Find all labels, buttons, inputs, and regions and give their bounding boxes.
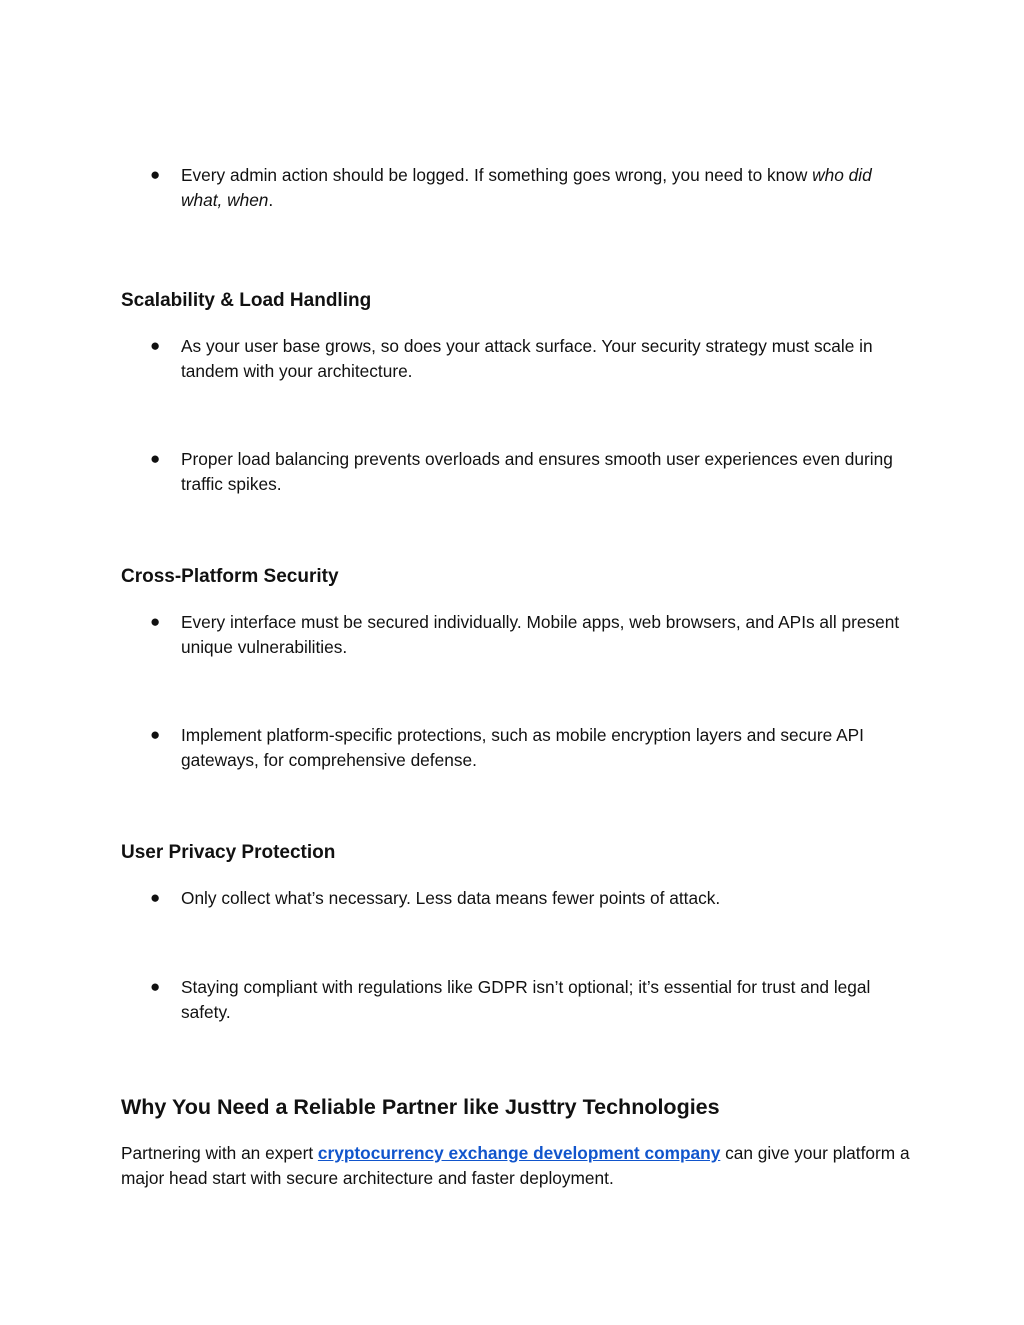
- bullet-text-main: Every admin action should be logged. If something goes wrong, you need to know: [181, 165, 813, 185]
- bullet-text: Only collect what’s necessary. Less data means fewer points of attack.: [181, 888, 721, 908]
- paragraph-text-before: Partnering with an expert: [121, 1143, 318, 1163]
- bullet-icon: ●: [150, 725, 161, 744]
- bullet-text-trail: .: [268, 189, 274, 210]
- bullet-icon: ●: [150, 888, 161, 907]
- bullet-icon: ●: [150, 612, 161, 631]
- bullet-icon: ●: [150, 165, 161, 184]
- section-heading: User Privacy Protection: [121, 842, 336, 863]
- bullet-text: Staying compliant with regulations like GDPR isn’t optional; it’s essential for trust and legal safety.: [181, 977, 871, 1022]
- bullet-text-emphasis: who did what, when: [181, 165, 872, 210]
- bullet-icon: ●: [150, 336, 161, 355]
- bullet-text: Every interface must be secured individually. Mobile apps, web browsers, and APIs all present unique vulnerabilities.: [181, 612, 900, 657]
- bullet-text: Implement platform-specific protections, such as mobile encryption layers and secure API gateways, for comprehensive defense.: [181, 725, 864, 770]
- partner-paragraph: [121, 1141, 911, 1190]
- section-heading: Cross-Platform Security: [121, 566, 339, 587]
- section-heading: Scalability & Load Handling: [121, 290, 372, 311]
- bullet-icon: ●: [150, 977, 161, 996]
- bullet-icon: ●: [150, 449, 161, 468]
- bullet-text: Proper load balancing prevents overloads and ensures smooth user experiences even during traffic spikes.: [181, 449, 893, 494]
- partner-heading: Why You Need a Reliable Partner like Justtry Technologies: [121, 1095, 720, 1119]
- bullet-text: As your user base grows, so does your attack surface. Your security strategy must scale in tandem with your architecture.: [181, 336, 873, 381]
- paragraph-text-after: can give your platform a major head start with secure architecture and faster deployment.: [121, 1143, 910, 1188]
- cryptocurrency-exchange-link[interactable]: cryptocurrency exchange development company: [317, 1143, 721, 1163]
- bullet-text: [181, 163, 911, 212]
